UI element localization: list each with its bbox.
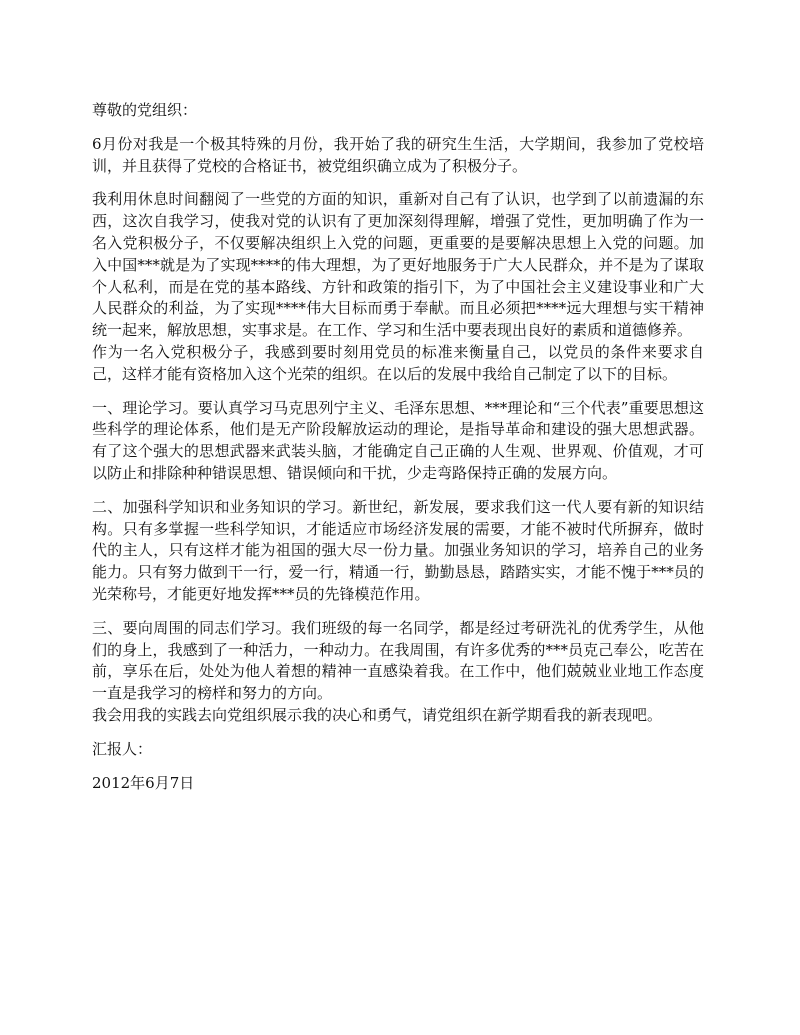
document-page <box>92 100 704 794</box>
paragraph-goal-peers: 三、要向周围的同志们学习。我们班级的每一名同学，都是经过考研洗礼的优秀学生，从他们的身上，我感到了一种活力，一种动力。在我周围，有许多优秀的***员克己奉公，吃苦在前，享乐在后，处处为他人着想的精神一直感染着我。在工作中，他们兢兢业业地工作态度一直是我学习的榜样和努力的方向。 <box>92 618 704 703</box>
paragraph-closing: 我会用我的实践去向党组织展示我的决心和勇气，请党组织在新学期看我的新表现吧。 <box>92 705 663 724</box>
paragraph-self-study: 我利用休息时间翻阅了一些党的方面的知识，重新对自己有了认识，也学到了以前遗漏的东西，这次自我学习，使我对党的认识有了更加深刻得理解，增强了党性，更加明确了作为一名入党积极分子，不仅要解决组织上入党的问题，更重要的是要解决思想上入党的问题。加入中国***就是为了实现****的伟大理想，为了更好地服务于广大人民群众，并不是为了谋取个人私利，而是在党的基本路线、方针和政策的指引下，为了中国社会主义建设事业和广大人民群众的利益，为了实现****伟大目标而勇于奉献。而且必须把****远大理想与实干精神统一起来，解放思想，实事求是。在工作、学习和生活中要表现出良好的素质和道德修养。 <box>92 190 704 340</box>
paragraph-goals-intro: 作为一名入党积极分子，我感到要时刻用党员的标准来衡量自己，以党员的条件来要求自己，这样才能有资格加入这个光荣的组织。在以后的发展中我给自己制定了以下的目标。 <box>92 342 704 383</box>
paragraph-goal-theory: 一、理论学习。要认真学习马克思列宁主义、毛泽东思想、***理论和“三个代表”重要思想这些科学的理论体系，他们是无产阶段解放运动的理论，是指导革命和建设的强大思想武器。有了这个强大的思想武器来武装头脑，才能确定自己正确的人生观、世界观、价值观，才可以防止和排除种种错误思想、错误倾向和干扰，少走弯路保持正确的发展方向。 <box>92 398 704 482</box>
paragraph-intro: 6月份对我是一个极其特殊的月份，我开始了我的研究生生活，大学期间，我参加了党校培训，并且获得了党校的合格证书，被党组织确立成为了积极分子。 <box>92 134 704 175</box>
salutation: 尊敬的党组织： <box>92 101 198 119</box>
report-date: 2012年6月7日 <box>92 773 195 792</box>
paragraph-goal-knowledge: 二、加强科学知识和业务知识的学习。新世纪，新发展，要求我们这一代人要有新的知识结构。只有多掌握一些科学知识，才能适应市场经济发展的需要，才能不被时代所摒弃，做时代的主人，只有这样才能为祖国的强大尽一份力量。加强业务知识的学习，培养自己的业务能力。只有努力做到干一行，爱一行，精通一行，勤勤恳恳，踏踏实实，才能不愧于***员的光荣称号，才能更好地发挥***员的先锋模范作用。 <box>92 497 704 603</box>
signature-label: 汇报人： <box>92 739 153 758</box>
